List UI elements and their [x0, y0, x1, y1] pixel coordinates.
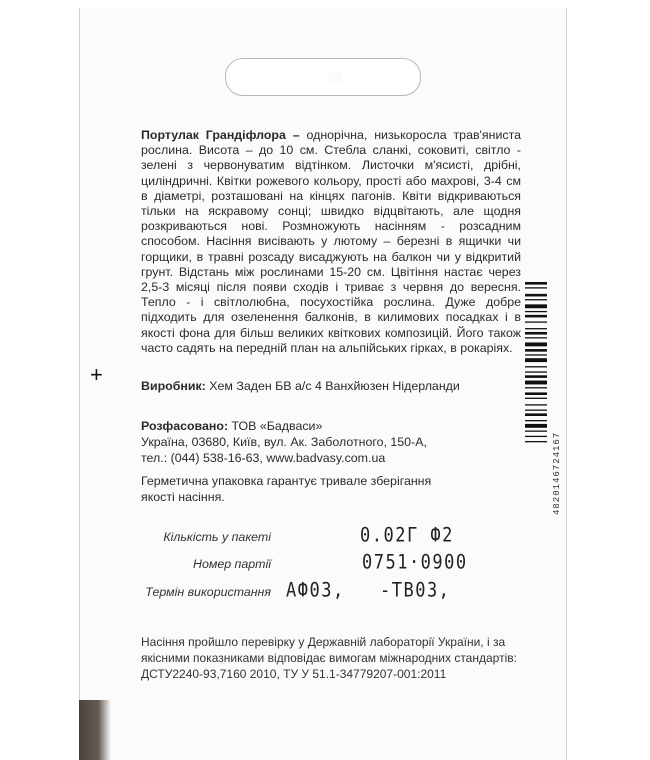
barcode-bar	[525, 332, 547, 335]
barcode-bar	[525, 366, 547, 367]
barcode-bar	[525, 413, 547, 416]
plant-name: Портулак Грандіфлора –	[141, 128, 300, 142]
barcode-bar	[525, 354, 547, 355]
barcode-bar	[525, 381, 547, 385]
registration-mark: +	[90, 362, 103, 387]
packet-edge-shadow	[79, 700, 111, 760]
barcode-bar	[525, 342, 547, 346]
batch-label: Номер партії	[193, 557, 271, 571]
barcode-bar	[525, 424, 547, 428]
plant-description-text: однорічна, низькоросла трав'яниста рослина. Висота – до 10 см. Стебла сланкі, соковиті, світло - зелені з червонуватим відтінком. Листочки м'ясисті, дрібні, циліндричні. Квітки рожевого кольору, прості або махрові, 3-4 см в діаметрі, розташовані на кінцях пагонів. Квіти відкриваються тільки на яскравому сонці; швидко відцвітають, але щодня розкриваються нові. Розмножують насінням - розсадним способом. Насіння висівають у лютому – березні в ящички чи горщики, в травні розсаду висаджують на балкон чи у відкритий грунт. Відстань між рослинами 15-20 см. Цвітіння настає через 2,5-3 місяці після появи сходів і триває з червня до вересня. Тепло - і світлолюбна, посухостійка рослина. Дуже добре підходить для озеленення балконів, в килимових посадках і в якості фона для більш великих квіткових композицій. Його також часто садять на передній план на альпійських гірках, в рокаріях.	[141, 128, 521, 355]
barcode-digits	[552, 503, 562, 515]
producer-label: Виробник:	[141, 379, 206, 393]
barcode-bar	[525, 441, 547, 442]
barcode-bar	[525, 398, 547, 399]
barcode-bar	[525, 321, 547, 322]
barcode-bar	[525, 299, 547, 300]
expiry-value-1: АФ03,	[286, 579, 345, 602]
certification-note: Насіння пройшло перевірку у Державній лабораторії України, і за якісними показниками відповідає вимогам міжнародних стандартів: ДСТУ2240-93,7160 2010, ТУ У 51.1-34779207-001:2011	[141, 635, 517, 681]
barcode-bar	[525, 358, 547, 362]
barcode-bar	[525, 371, 547, 372]
barcode-bar	[525, 420, 547, 421]
producer-text: Хем Заден БВ а/с 4 Ванхйюзен Нідерланди	[209, 379, 460, 393]
expiry-value-2: -ТВ03,	[380, 579, 451, 602]
quantity-label: Кількість у пакеті	[163, 530, 271, 544]
barcode	[525, 282, 547, 520]
barcode-bar	[525, 387, 547, 388]
barcode-bar	[525, 431, 547, 432]
quantity-value: 0.02Г Ф2	[360, 524, 454, 547]
packer-block	[141, 418, 471, 466]
barcode-bar	[525, 315, 547, 318]
packer-label: Розфасовано:	[141, 419, 229, 433]
hang-hole-cutout	[225, 58, 421, 96]
barcode-bar	[525, 328, 547, 329]
barcode-bar	[525, 311, 547, 312]
packer-address: Україна, 03680, Київ, вул. Ак. Заболотного, 150-А,	[141, 435, 427, 449]
barcode-bar	[525, 392, 547, 395]
producer-block	[141, 378, 471, 394]
packaging-note: Герметична упаковка гарантує тривале зберігання якості насіння.	[141, 474, 432, 504]
packer-phone: тел.: (044) 538-16-63, www.badvasy.com.ua	[141, 451, 386, 465]
packer-name: ТОВ «Бадваси»	[231, 419, 323, 433]
barcode-bar	[525, 410, 547, 411]
barcode-bar	[525, 436, 547, 437]
expiry-label: Термін використання	[145, 585, 271, 599]
barcode-bar	[525, 337, 547, 338]
barcode-bar	[525, 349, 547, 352]
barcode-bar	[525, 282, 547, 285]
barcode-bar	[525, 404, 547, 405]
barcode-bar	[525, 304, 547, 308]
barcode-bar	[525, 294, 547, 297]
plant-description	[141, 128, 521, 356]
barcode-bar	[525, 375, 547, 378]
batch-value: 0751·0900	[362, 551, 468, 574]
barcode-bar	[525, 287, 547, 288]
